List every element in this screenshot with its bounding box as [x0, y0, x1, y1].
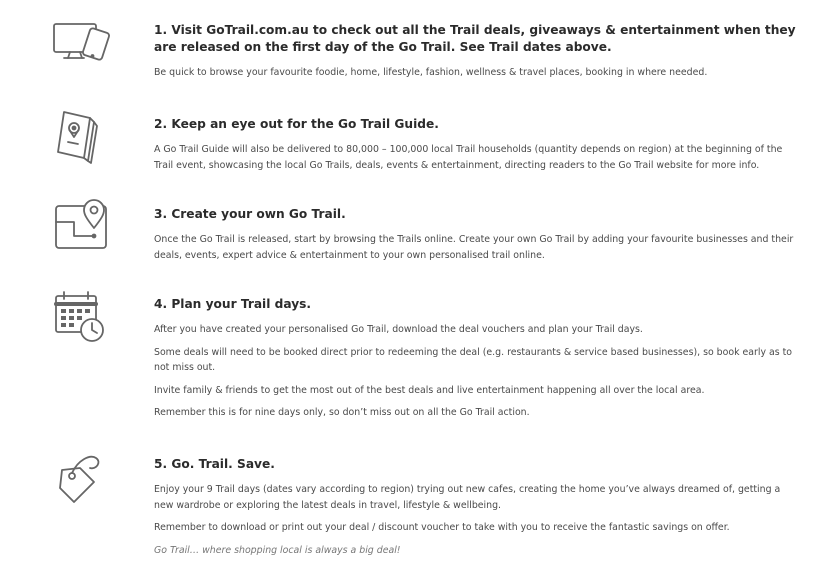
step-4-paragraph-2: Some deals will need to be booked direct prior to redeeming the deal (e.g. restaurants & service based businesses), so book early as to not miss out.	[154, 346, 793, 373]
step-5-paragraph-1: Enjoy your 9 Trail days (dates vary according to region) trying out new cafes, creating the home you’ve always dreamed of, getting a new wardrobe or exploring the latest deals in travel, lifestyle & wellbeing.	[154, 484, 781, 511]
devices-icon	[50, 20, 112, 82]
step-5-paragraph-2: Remember to download or print out your deal / discount voucher to take with you to receive the fantastic savings on offer.	[154, 522, 730, 533]
step-5-title: 5. Go. Trail. Save.	[154, 457, 275, 471]
guide-book-icon	[50, 104, 112, 166]
step-1-title: 1. Visit GoTrail.com.au to check out all the Trail deals, giveaways & entertainment when they are released on the first day of the Go Trail. See Trail dates above.	[154, 23, 796, 54]
step-1-content	[154, 22, 802, 88]
step-1-paragraph-1: Be quick to browse your favourite foodie, home, lifestyle, fashion, wellness & travel places, booking in where needed.	[154, 67, 708, 78]
step-3-title: 3. Create your own Go Trail.	[154, 207, 346, 221]
step-4-title: 4. Plan your Trail days.	[154, 297, 312, 311]
step-3-paragraph-1: Once the Go Trail is released, start by browsing the Trails online. Create your own Go Trail by adding your favourite businesses and their deals, events, expert advice & entertainment to your own personalised trail online.	[154, 234, 794, 261]
step-5-content	[154, 456, 802, 565]
step-3-content	[154, 206, 802, 270]
step-4-paragraph-4: Remember this is for nine days only, so don’t miss out on all the Go Trail action.	[154, 407, 530, 418]
step-4-paragraph-1: After you have created your personalised Go Trail, download the deal vouchers and plan your Trail days.	[154, 324, 643, 335]
calendar-clock-icon	[50, 288, 112, 350]
step-2-content	[154, 116, 802, 180]
step-4-content	[154, 296, 802, 428]
step-5-tagline: Go Trail… where shopping local is always a big deal!	[154, 544, 401, 556]
step-2-title: 2. Keep an eye out for the Go Trail Guide.	[154, 117, 439, 131]
map-pin-icon	[50, 198, 112, 260]
step-4-paragraph-3: Invite family & friends to get the most out of the best deals and live entertainment happening all over the local area.	[154, 384, 705, 396]
step-2-paragraph-1: A Go Trail Guide will also be delivered to 80,000 – 100,000 local Trail households (quantity depends on region) at the beginning of the Trail event, showcasing the local Go Trails, deals, events & entertainment, directing readers to the Go Trail website for more info.	[154, 144, 783, 171]
price-tag-icon	[50, 450, 112, 512]
